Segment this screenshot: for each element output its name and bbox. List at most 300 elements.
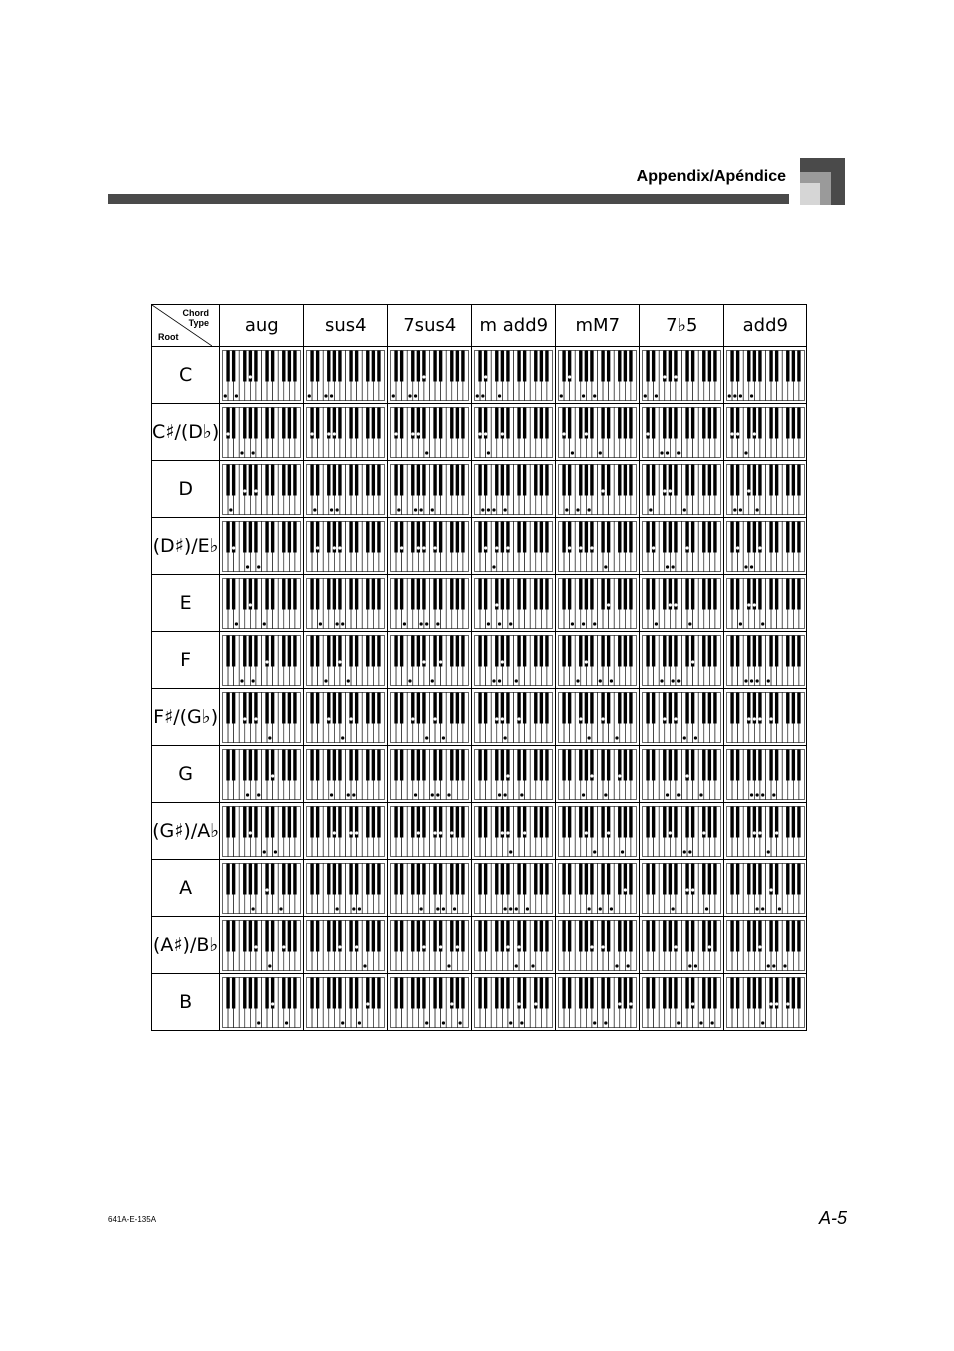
black-key [462, 692, 465, 723]
pressed-key-dot [482, 508, 485, 511]
black-key [791, 920, 794, 951]
black-key [563, 464, 566, 495]
black-key [730, 749, 733, 780]
pressed-key-dot [336, 622, 339, 625]
black-key [266, 806, 269, 837]
pressed-key-dot [736, 546, 739, 549]
black-key [311, 920, 314, 951]
black-key [791, 749, 794, 780]
document-code: 641A-E-135A [108, 1215, 157, 1224]
black-key [282, 407, 285, 438]
black-key [271, 863, 274, 894]
black-key [227, 749, 230, 780]
pressed-key-dot [442, 736, 445, 739]
chord-cell [472, 917, 556, 974]
black-key [327, 977, 330, 1008]
black-key [518, 806, 521, 837]
black-key [434, 464, 437, 495]
black-key [423, 806, 426, 837]
pressed-key-dot [450, 1002, 453, 1005]
black-key [507, 350, 510, 381]
pressed-key-dot [414, 793, 417, 796]
black-key [355, 635, 358, 666]
black-key [417, 977, 420, 1008]
black-key [294, 464, 297, 495]
keyboard-diagram [222, 977, 301, 1028]
pressed-key-dot [271, 774, 274, 777]
black-key [691, 806, 694, 837]
chord-cell [724, 347, 807, 404]
pressed-key-dot [504, 508, 507, 511]
pressed-key-dot [423, 945, 426, 948]
black-key [624, 464, 627, 495]
black-key [417, 749, 420, 780]
pressed-key-dot [766, 964, 769, 967]
pressed-key-dot [744, 451, 747, 454]
black-key [568, 407, 571, 438]
black-key [669, 407, 672, 438]
black-key [434, 578, 437, 609]
black-key [507, 464, 510, 495]
black-key [775, 635, 778, 666]
keyboard-diagram [642, 977, 721, 1028]
pressed-key-dot [235, 622, 238, 625]
keyboard-diagram [390, 863, 469, 914]
black-key [791, 407, 794, 438]
black-key [568, 977, 571, 1008]
black-key [355, 863, 358, 894]
pressed-key-dot [655, 622, 658, 625]
black-key [534, 806, 537, 837]
black-key [736, 920, 739, 951]
black-key [618, 464, 621, 495]
pressed-key-dot [341, 736, 344, 739]
chord-cell [220, 803, 304, 860]
pressed-key-dot [691, 660, 694, 663]
pressed-key-dot [269, 964, 272, 967]
black-key [378, 692, 381, 723]
black-key [462, 350, 465, 381]
pressed-key-dot [753, 831, 756, 834]
chord-row [152, 746, 807, 803]
pressed-key-dot [263, 622, 266, 625]
pressed-key-dot [395, 432, 398, 435]
black-key [395, 464, 398, 495]
black-key [294, 863, 297, 894]
black-key [282, 806, 285, 837]
black-key [288, 635, 291, 666]
black-key [339, 749, 342, 780]
chord-type-label: Chord Type [182, 308, 209, 328]
pressed-key-dot [330, 394, 333, 397]
black-key [395, 635, 398, 666]
black-key [730, 920, 733, 951]
black-key [495, 350, 498, 381]
pressed-key-dot [605, 1021, 608, 1024]
black-key [624, 578, 627, 609]
pressed-key-dot [758, 546, 761, 549]
chord-row [152, 689, 807, 746]
root-name-cell: (D♯)/E♭ [152, 518, 220, 575]
keyboard-diagram [726, 920, 805, 971]
black-key [311, 863, 314, 894]
chord-cell [220, 860, 304, 917]
black-key [714, 578, 717, 609]
black-key [255, 977, 258, 1008]
keyboard-diagram [390, 749, 469, 800]
black-key [579, 977, 582, 1008]
chord-cell [640, 860, 724, 917]
black-key [568, 920, 571, 951]
black-key [702, 749, 705, 780]
black-key [378, 806, 381, 837]
black-key [294, 692, 297, 723]
black-key [355, 521, 358, 552]
black-key [752, 635, 755, 666]
black-key [607, 521, 610, 552]
black-key [523, 749, 526, 780]
pressed-key-dot [669, 489, 672, 492]
black-key [327, 464, 330, 495]
black-key [372, 806, 375, 837]
black-key [797, 407, 800, 438]
black-key [585, 464, 588, 495]
corner-cell [152, 305, 220, 347]
chord-cell [388, 689, 472, 746]
pressed-key-dot [282, 945, 285, 948]
pressed-key-dot [507, 831, 510, 834]
chord-cell [220, 689, 304, 746]
black-key [769, 920, 772, 951]
black-key [579, 863, 582, 894]
black-key [266, 521, 269, 552]
black-key [495, 977, 498, 1008]
chord-cell [304, 689, 388, 746]
black-key [288, 863, 291, 894]
keyboard-diagram [306, 977, 385, 1028]
black-key [540, 749, 543, 780]
black-key [333, 749, 336, 780]
black-key [227, 977, 230, 1008]
black-key [518, 350, 521, 381]
pressed-key-dot [518, 717, 521, 720]
black-key [647, 749, 650, 780]
pressed-key-dot [501, 717, 504, 720]
black-key [282, 578, 285, 609]
chord-cell [640, 974, 724, 1031]
black-key [450, 578, 453, 609]
black-key [691, 920, 694, 951]
pressed-key-dot [677, 679, 680, 682]
black-key [602, 578, 605, 609]
black-key [355, 749, 358, 780]
black-key [747, 749, 750, 780]
black-key [624, 692, 627, 723]
black-key [227, 521, 230, 552]
pressed-key-dot [607, 831, 610, 834]
pressed-key-dot [507, 546, 510, 549]
black-key [624, 521, 627, 552]
black-key [456, 407, 459, 438]
pressed-key-dot [616, 964, 619, 967]
black-key [702, 578, 705, 609]
black-key [271, 806, 274, 837]
black-key [546, 692, 549, 723]
black-key [618, 863, 621, 894]
black-key [523, 464, 526, 495]
pressed-key-dot [484, 546, 487, 549]
black-key [456, 749, 459, 780]
chord-cell [640, 347, 724, 404]
black-key [439, 464, 442, 495]
pressed-key-dot [243, 489, 246, 492]
pressed-key-dot [409, 394, 412, 397]
black-key [540, 863, 543, 894]
black-key [791, 521, 794, 552]
black-key [450, 521, 453, 552]
black-key [791, 635, 794, 666]
black-key [602, 806, 605, 837]
black-key [618, 350, 621, 381]
black-key [775, 863, 778, 894]
black-key [249, 749, 252, 780]
black-key [686, 920, 689, 951]
black-key [708, 863, 711, 894]
black-key [791, 464, 794, 495]
black-key [534, 920, 537, 951]
pressed-key-dot [252, 451, 255, 454]
black-key [630, 806, 633, 837]
black-key [350, 350, 353, 381]
black-key [708, 692, 711, 723]
pressed-key-dot [411, 717, 414, 720]
black-key [534, 635, 537, 666]
black-key [518, 521, 521, 552]
black-key [540, 692, 543, 723]
black-key [501, 578, 504, 609]
pressed-key-dot [689, 622, 692, 625]
black-key [691, 578, 694, 609]
black-key [484, 920, 487, 951]
black-key [450, 920, 453, 951]
black-key [484, 578, 487, 609]
black-key [462, 464, 465, 495]
black-key [591, 692, 594, 723]
chord-cell [388, 404, 472, 461]
black-key [663, 977, 666, 1008]
black-key [423, 692, 426, 723]
black-key [294, 407, 297, 438]
black-key [540, 635, 543, 666]
black-key [243, 350, 246, 381]
pressed-key-dot [579, 546, 582, 549]
pressed-key-dot [733, 394, 736, 397]
pressed-key-dot [487, 451, 490, 454]
black-key [568, 863, 571, 894]
black-key [534, 749, 537, 780]
black-key [669, 920, 672, 951]
black-key [758, 350, 761, 381]
pressed-key-dot [230, 508, 233, 511]
black-key [333, 635, 336, 666]
black-key [675, 977, 678, 1008]
pressed-key-dot [439, 945, 442, 948]
black-key [585, 977, 588, 1008]
black-key [630, 407, 633, 438]
chord-cell [472, 347, 556, 404]
keyboard-diagram [726, 464, 805, 515]
black-key [232, 464, 235, 495]
chord-cell [640, 689, 724, 746]
pressed-key-dot [484, 432, 487, 435]
pressed-key-dot [739, 508, 742, 511]
pressed-key-dot [744, 565, 747, 568]
black-key [232, 863, 235, 894]
pressed-key-dot [434, 546, 437, 549]
black-key [434, 635, 437, 666]
black-key [456, 350, 459, 381]
keyboard-diagram [642, 920, 721, 971]
pressed-key-dot [417, 546, 420, 549]
black-key [769, 464, 772, 495]
pressed-key-dot [691, 888, 694, 891]
black-key [675, 407, 678, 438]
black-key [618, 692, 621, 723]
pressed-key-dot [624, 888, 627, 891]
pressed-key-dot [515, 679, 518, 682]
black-key [372, 521, 375, 552]
pressed-key-dot [325, 394, 328, 397]
black-key [423, 407, 426, 438]
pressed-key-dot [753, 432, 756, 435]
pressed-key-dot [775, 831, 778, 834]
keyboard-diagram [306, 692, 385, 743]
black-key [411, 749, 414, 780]
black-key [647, 977, 650, 1008]
black-key [747, 635, 750, 666]
black-key [523, 521, 526, 552]
chord-cell [724, 518, 807, 575]
pressed-key-dot [257, 793, 260, 796]
black-key [686, 578, 689, 609]
black-key [647, 692, 650, 723]
black-key [355, 407, 358, 438]
black-key [395, 749, 398, 780]
black-key [282, 635, 285, 666]
black-key [327, 749, 330, 780]
black-key [271, 350, 274, 381]
black-key [591, 977, 594, 1008]
black-key [479, 464, 482, 495]
black-key [647, 521, 650, 552]
black-key [255, 749, 258, 780]
keyboard-diagram [222, 920, 301, 971]
keyboard-diagram [474, 407, 553, 458]
pressed-key-dot [339, 546, 342, 549]
pressed-key-dot [227, 432, 230, 435]
black-key [400, 863, 403, 894]
black-key [372, 692, 375, 723]
black-key [540, 350, 543, 381]
pressed-key-dot [358, 1021, 361, 1024]
pressed-key-dot [484, 375, 487, 378]
black-key [786, 578, 789, 609]
pressed-key-dot [666, 565, 669, 568]
pressed-key-dot [501, 660, 504, 663]
black-key [266, 692, 269, 723]
pressed-key-dot [515, 907, 518, 910]
black-key [439, 521, 442, 552]
black-key [786, 350, 789, 381]
black-key [378, 464, 381, 495]
chord-cell [220, 347, 304, 404]
pressed-key-dot [568, 546, 571, 549]
pressed-key-dot [246, 565, 249, 568]
black-key [652, 749, 655, 780]
black-key [311, 464, 314, 495]
root-name-cell: E [152, 575, 220, 632]
black-key [652, 464, 655, 495]
black-key [758, 464, 761, 495]
chord-cell [472, 632, 556, 689]
black-key [652, 350, 655, 381]
pressed-key-dot [677, 793, 680, 796]
black-key [249, 692, 252, 723]
black-key [378, 407, 381, 438]
black-key [714, 692, 717, 723]
black-key [797, 578, 800, 609]
black-key [350, 749, 353, 780]
black-key [316, 863, 319, 894]
root-name-cell: (A♯)/B♭ [152, 917, 220, 974]
corner-tab-icon [800, 158, 845, 205]
black-key [327, 578, 330, 609]
pressed-key-dot [727, 394, 730, 397]
black-key [378, 635, 381, 666]
black-key [602, 350, 605, 381]
black-key [243, 749, 246, 780]
pressed-key-dot [588, 736, 591, 739]
chord-cell [388, 632, 472, 689]
black-key [450, 692, 453, 723]
black-key [747, 350, 750, 381]
black-key [607, 977, 610, 1008]
pressed-key-dot [437, 622, 440, 625]
pressed-key-dot [700, 793, 703, 796]
black-key [327, 920, 330, 951]
chord-cell [472, 803, 556, 860]
black-key [797, 635, 800, 666]
black-key [395, 692, 398, 723]
pressed-key-dot [509, 622, 512, 625]
black-key [439, 749, 442, 780]
root-name-cell: (G♯)/A♭ [152, 803, 220, 860]
pressed-key-dot [263, 850, 266, 853]
black-key [708, 407, 711, 438]
black-key [730, 635, 733, 666]
black-key [456, 521, 459, 552]
chord-cell [724, 917, 807, 974]
black-key [752, 464, 755, 495]
black-key [546, 749, 549, 780]
pressed-key-dot [669, 603, 672, 606]
keyboard-diagram [222, 635, 301, 686]
pressed-key-dot [755, 508, 758, 511]
keyboard-diagram [306, 749, 385, 800]
chord-cell [388, 461, 472, 518]
pressed-key-dot [255, 717, 258, 720]
keyboard-diagram [726, 407, 805, 458]
